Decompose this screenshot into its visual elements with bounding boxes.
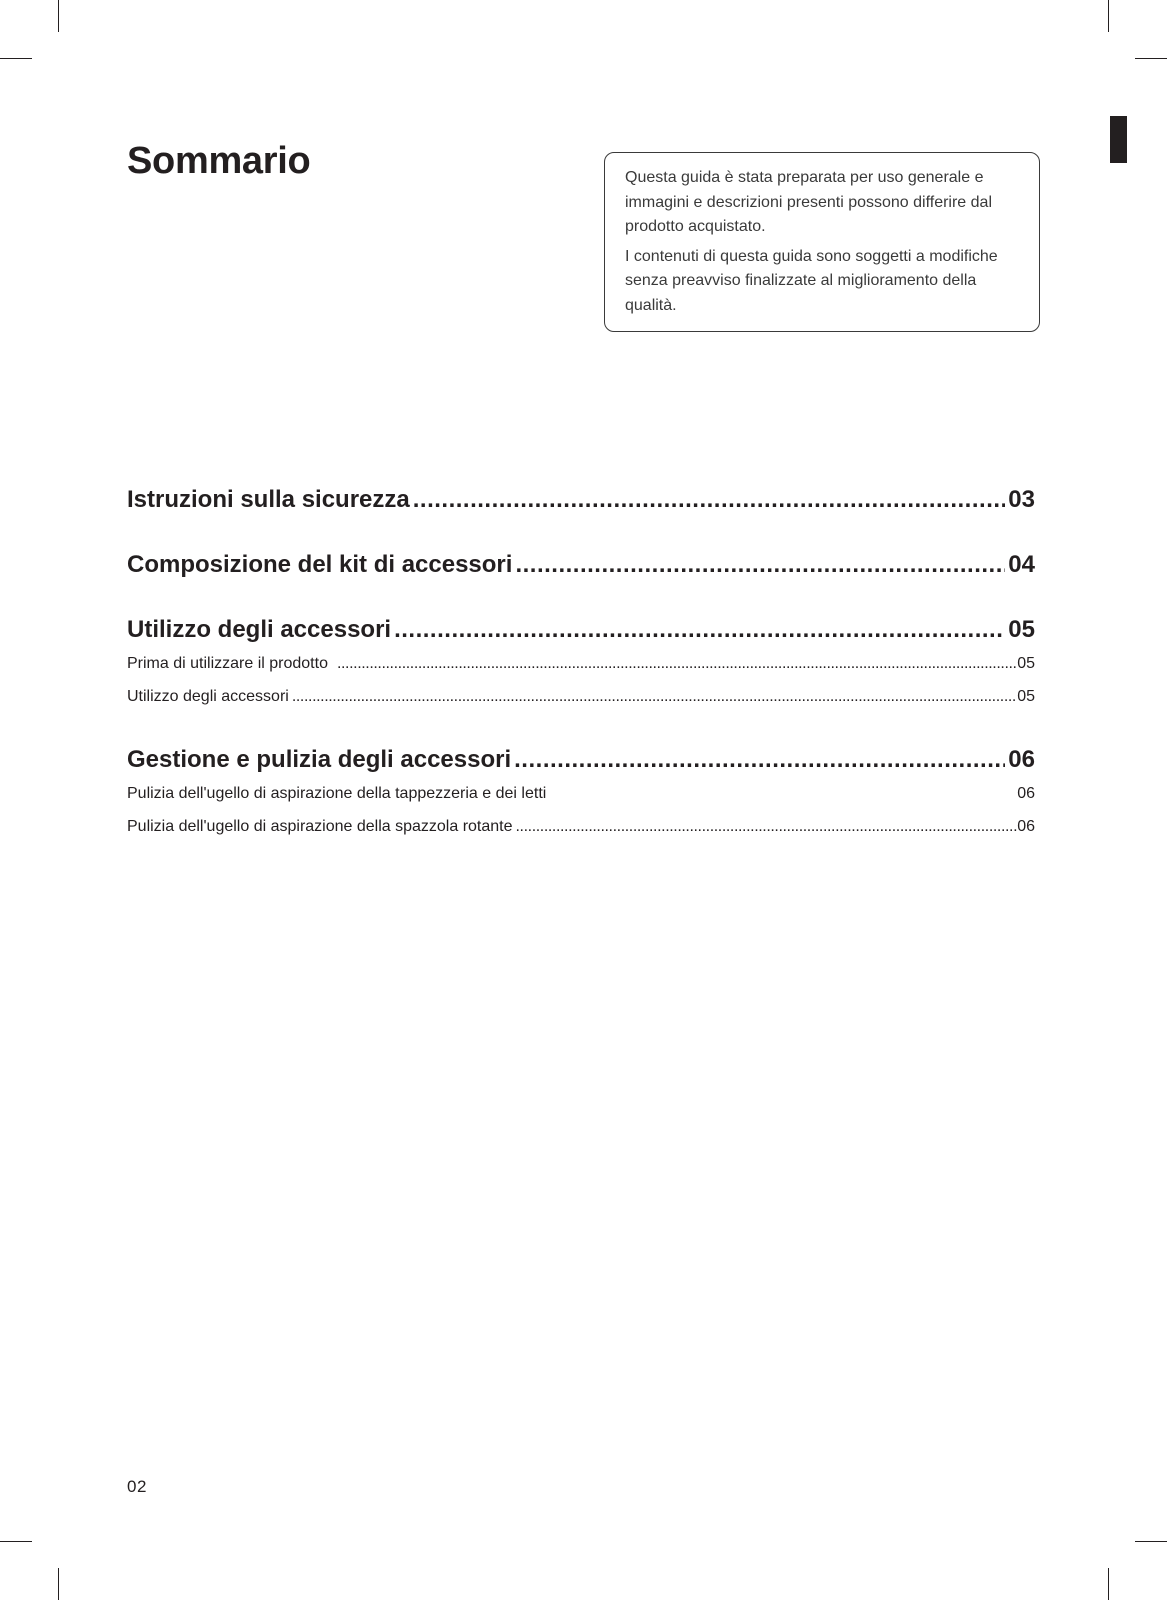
- notice-paragraph: I contenuti di questa guida sono soggetti a modifiche senza preavviso finalizzate al miglioramento della qualità.: [625, 247, 998, 314]
- toc-dot-leader: [337, 655, 1017, 673]
- toc-dot-leader: [292, 688, 1017, 706]
- toc-section-entry[interactable]: [127, 746, 1035, 774]
- toc-dot-leader: [413, 486, 1006, 514]
- toc-page-number: 03: [1008, 486, 1035, 513]
- toc-entry-title: Pulizia dell'ugello di aspirazione della spazzola rotante: [127, 818, 513, 835]
- toc-subsection-entry[interactable]: [127, 818, 1035, 836]
- toc-page-number: 06: [1008, 746, 1035, 773]
- crop-mark: [58, 1568, 59, 1600]
- toc-entry-title: Istruzioni sulla sicurezza: [127, 486, 410, 513]
- toc-page-number: 05: [1008, 616, 1035, 643]
- toc-page-number: 05: [1017, 655, 1035, 672]
- toc-section-entry[interactable]: [127, 551, 1035, 579]
- toc-subsection-entry[interactable]: [127, 655, 1035, 673]
- page-number: 02: [127, 1477, 147, 1496]
- section-tab-marker: [1110, 116, 1127, 163]
- toc-page-number: 06: [1017, 818, 1035, 835]
- toc-page-number: 04: [1008, 551, 1035, 578]
- toc-entry-title: Utilizzo degli accessori: [127, 688, 289, 705]
- toc-section-entry[interactable]: [127, 486, 1035, 514]
- toc-entry-title: Composizione del kit di accessori: [127, 551, 513, 578]
- toc-subsection-entry[interactable]: [127, 785, 1035, 803]
- crop-mark: [58, 0, 59, 32]
- toc-page-number: 05: [1017, 688, 1035, 705]
- toc-entry-title: Gestione e pulizia degli accessori: [127, 746, 512, 773]
- crop-mark: [1108, 0, 1109, 32]
- toc-page-number: 06: [1017, 785, 1035, 802]
- toc-dot-leader: [394, 616, 1005, 644]
- toc-entry-title: Pulizia dell'ugello di aspirazione della tappezzeria e dei letti: [127, 785, 547, 802]
- page-title: Sommario: [127, 140, 311, 182]
- toc-dot-leader: [514, 746, 1005, 774]
- crop-mark: [1135, 1541, 1167, 1542]
- crop-mark: [1135, 58, 1167, 59]
- notice-paragraph: Questa guida è stata preparata per uso generale e immagini e descrizioni presenti possono differire dal prodotto acquistato.: [625, 169, 992, 235]
- toc-entry-title: Prima di utilizzare il prodotto: [127, 655, 328, 672]
- crop-mark: [0, 58, 32, 59]
- crop-mark: [0, 1541, 32, 1542]
- toc-subsection-entry[interactable]: [127, 688, 1035, 706]
- toc-dot-leader: [515, 551, 1005, 579]
- notice-box: [604, 152, 1040, 332]
- toc-dot-leader: [516, 818, 1018, 836]
- crop-mark: [1108, 1568, 1109, 1600]
- toc-entry-title: Utilizzo degli accessori: [127, 616, 392, 643]
- toc-section-entry[interactable]: [127, 616, 1035, 644]
